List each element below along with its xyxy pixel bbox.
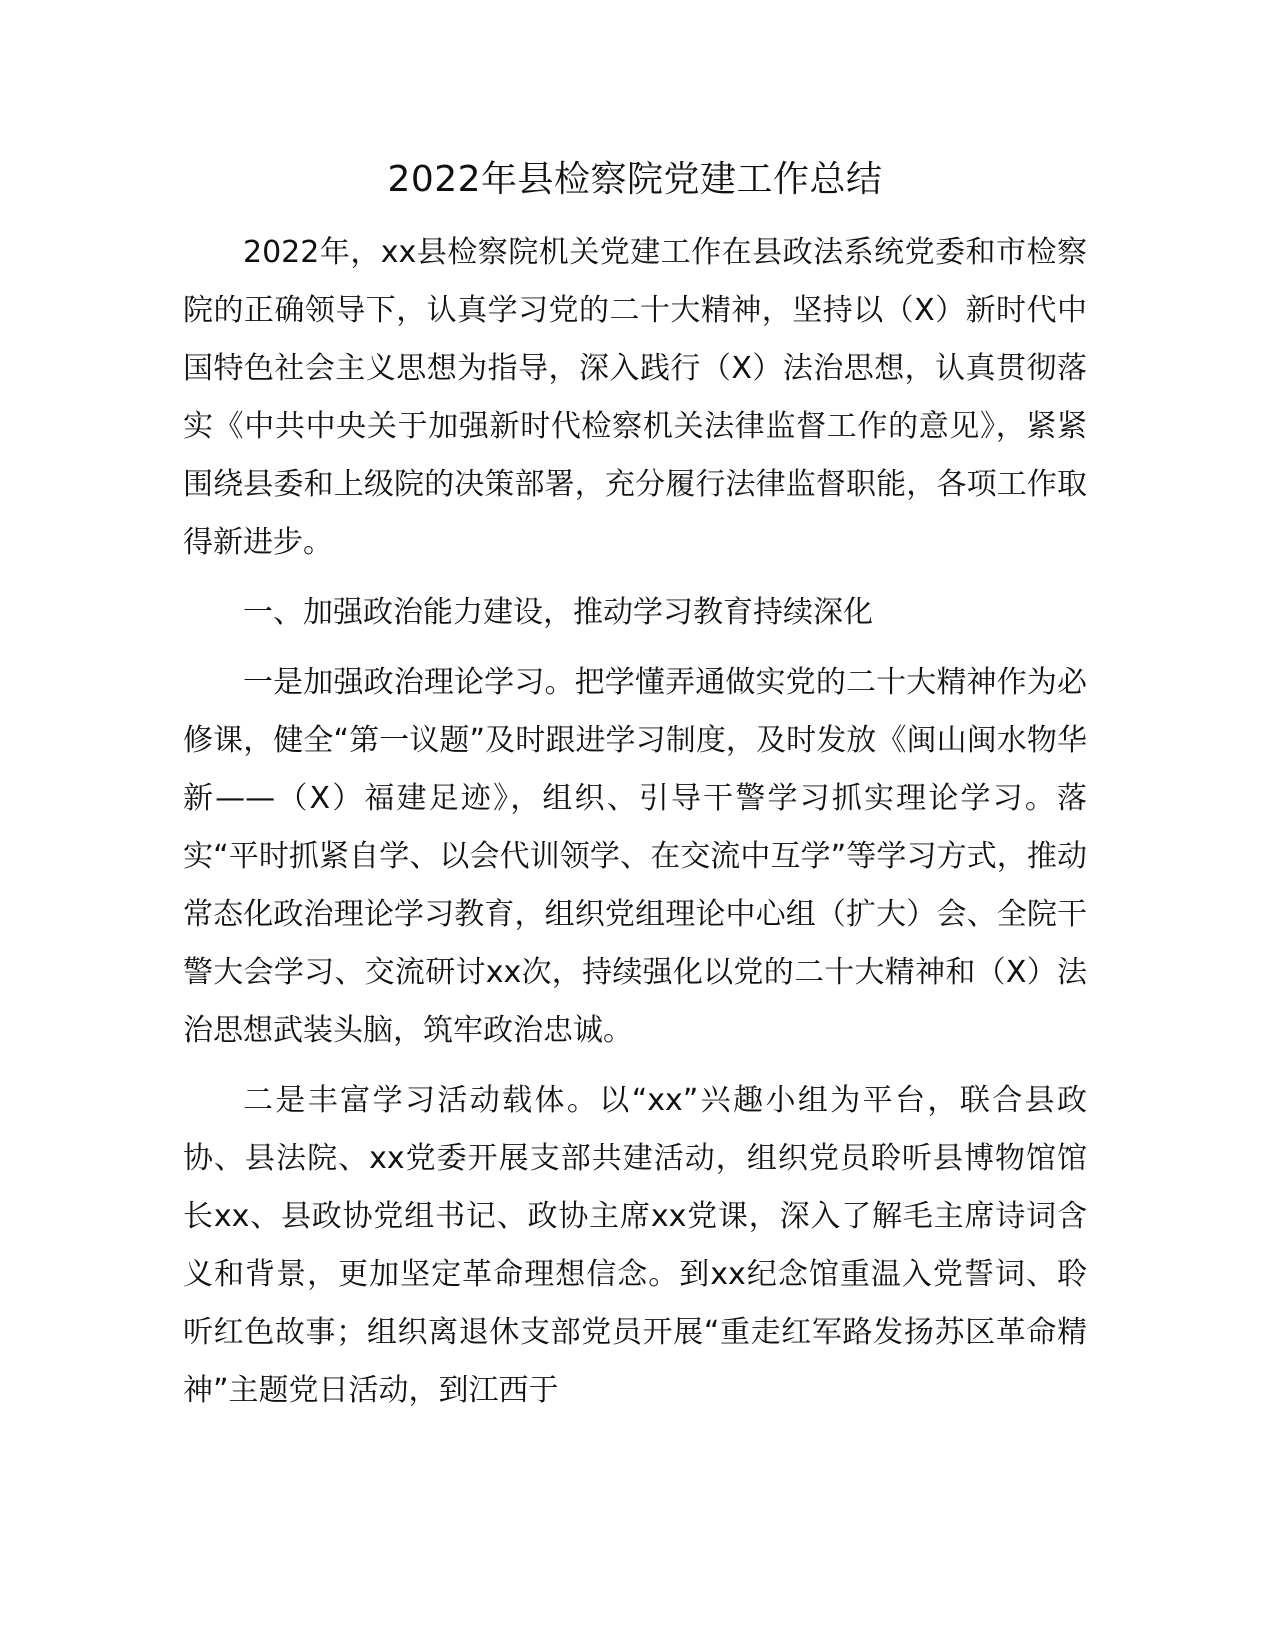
document-body — [183, 150, 1087, 1432]
document-title: 2022年县检察院党建工作总结 — [387, 159, 883, 200]
paragraph-political-study: 一是加强政治理论学习。把学懂弄通做实党的二十大精神作为必修课，健全“第一议题”及时跟进学习制度，及时发放《闽山闽水物华新——（X）福建足迹》，组织、引导干警学习抓实理论学习。落实“平时抓紧自学、以会代训领学、在交流中互学”等学习方式，推动常态化政治理论学习教育，组织党组理论中心组（扩大）会、全院干警大会学习、交流研讨xx次，持续强化以党的二十大精神和（X）法治思想武装头脑，筑牢政治忠诚。 — [183, 665, 1087, 1048]
intro-paragraph: 2022年，xx县检察院机关党建工作在县政法系统党委和市检察院的正确领导下，认真学习党的二十大精神，坚持以（X）新时代中国特色社会主义思想为指导，深入践行（X）法治思想，认真贯彻落实《中共中央关于加强新时代检察机关法律监督工作的意见》，紧紧围绕县委和上级院的决策部署，充分履行法律监督职能，各项工作取得新进步。 — [183, 235, 1087, 560]
section-heading-1: 一、加强政治能力建设，推动学习教育持续深化 — [243, 595, 873, 630]
paragraph-learning-activities: 二是丰富学习活动载体。以“xx”兴趣小组为平台，联合县政协、县法院、xx党委开展支部共建活动，组织党员聆听县博物馆馆长xx、县政协党组书记、政协主席xx党课，深入了解毛主席诗词含义和背景，更加坚定革命理想信念。到xx纪念馆重温入党誓词、聆听红色故事；组织离退休支部党员开展“重走红军路发扬苏区革命精神”主题党日活动，到江西于 — [183, 1083, 1087, 1408]
